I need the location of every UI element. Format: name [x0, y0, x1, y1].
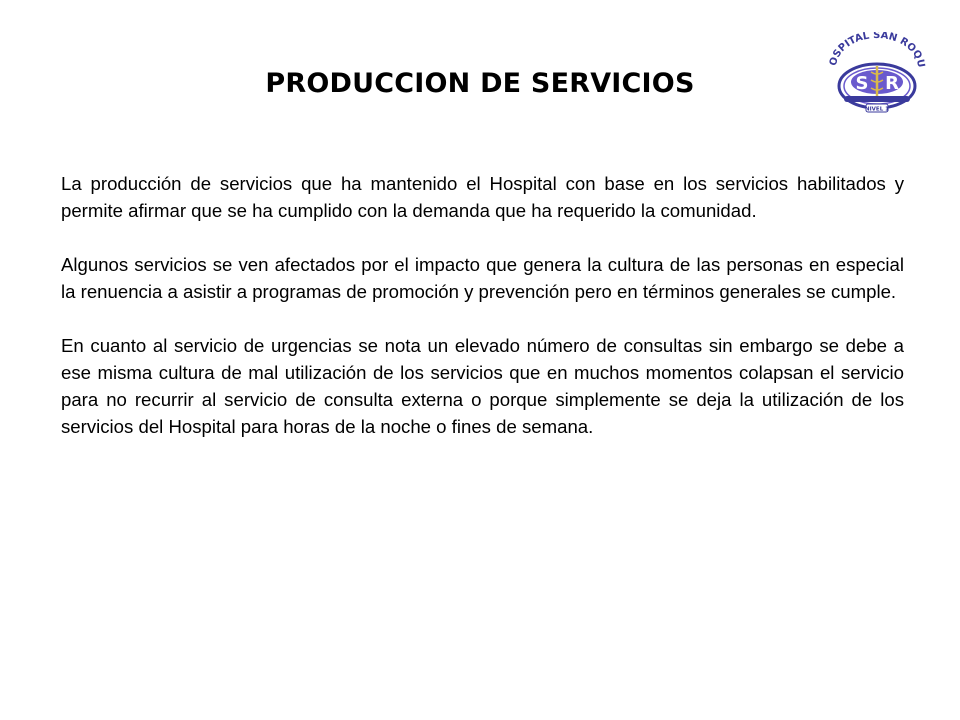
paragraph-2: Algunos servicios se ven afectados por el impacto que genera la cultura de las personas en especial la renuencia a asistir a programas de promoción y prevención pero en términos generales se cumple.: [61, 254, 904, 302]
paragraph-3: En cuanto al servicio de urgencias se nota un elevado número de consultas sin embargo se debe a ese misma cultura de mal utilización de los servicios que en muchos momentos colapsan el servicio para no recurrir al servicio de consulta externa o porque simplemente se deja la utilización de los servicios del Hospital para horas de la noche o fines de semana.: [61, 335, 904, 437]
logo-bottom-text: NIVEL 1: [865, 106, 889, 113]
slide-title: PRODUCCION DE SERVICIOS: [265, 68, 695, 99]
logo-initial-right: R: [885, 73, 899, 94]
hospital-logo-icon: [822, 32, 932, 120]
logo-initial-left: S: [855, 73, 869, 94]
paragraph-1: La producción de servicios que ha mantenido el Hospital con base en los servicios habilitados y permite afirmar que se ha cumplido con la demanda que ha requerido la comunidad.: [61, 173, 904, 221]
body-text: [61, 170, 904, 467]
logo-top-text: OSPITAL SAN ROQU: [827, 32, 927, 69]
